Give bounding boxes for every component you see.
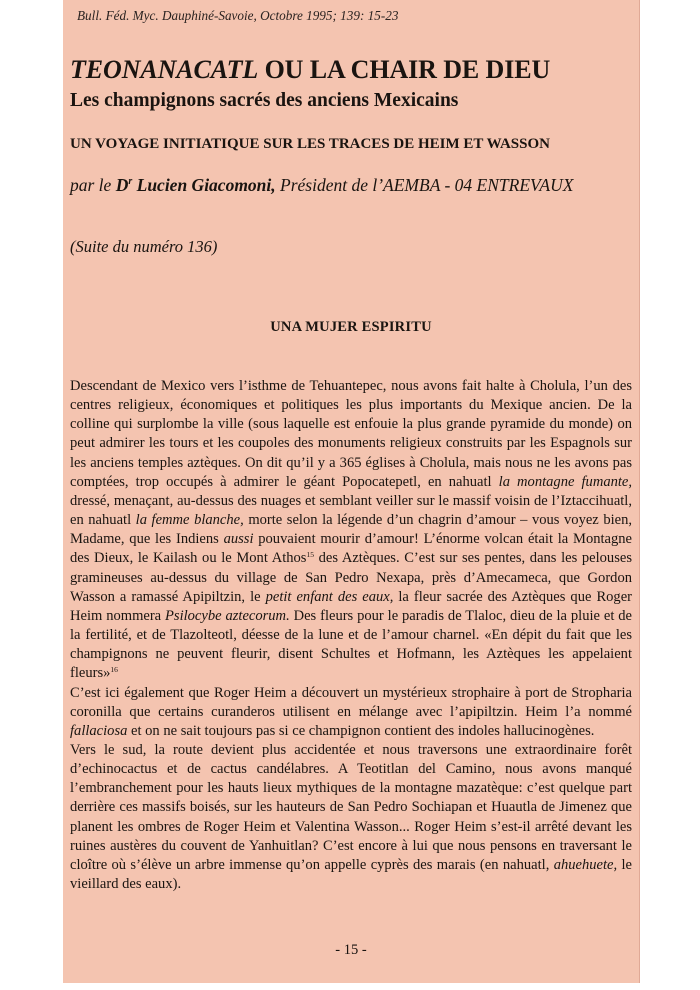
italic-run: Psilocybe aztecorum. [165, 607, 290, 624]
text-run: morte selon la légende d’un chagrin d’amour – vous voyez bien, Madame, que les Indiens [70, 512, 633, 548]
paragraph-2 [70, 684, 632, 741]
byline-prefix: par le [70, 175, 112, 195]
text-run: Des fleurs pour le paradis de Tlaloc, dieu de la pluie et de la fertilité, et de Tlazolteotl, déesse de la lune et de l’amour charnel. «En dépit du fait que les champignons ne peuvent fleurir, disent Schultes et Hofmann, les Aztèques les appelaient fleurs» [70, 607, 632, 682]
page-sheet [63, 0, 639, 983]
journal-citation: Bull. Féd. Myc. Dauphiné-Savoie, Octobre 1995; 139: 15-23 [77, 8, 399, 23]
text-run: Descendant de Mexico vers l’isthme de Tehuantepec, nous avons fait halte à Cholula, l’un des centres religieux, économiques et politiques les plus importants du Mexique ancien. De la colline qui surplombe la ville (sous laquelle est enfouie la plus grande pyramide du monde) on peut admirer les tours et les coupoles des monuments religieux construits par les Espagnols sur les anciens temples aztèques. On dit qu’il y a 365 églises à Cholula, mais nous ne les avons pas comptées, trop occupés à admirer le géant Popocatepetl, en nahuatl [70, 378, 632, 490]
text-run: Vers le sud, la route devient plus accidentée et nous traversons une extraordinaire forêt d’echinocactus et de cactus candélabres. A Teotitlan del Camino, nous avons manqué l’embranchement pour les hauts lieux mythiques de la montagne mazatèque: c’est quelque part derrière ces massifs boisés, sur les hauteurs de San Pedro Sochiapan et Huautla de Jimenez que planent les ombres de Roger Heim et Valentina Wasson... Roger Heim s’est-il arrêté devant les ruines austères du couvent de Yanhuitlan? C’est encore à lui que nous pensons en traversant le cloître où s’élève un arbre immense qu’on appelle cyprès des marais (en nahuatl, [70, 741, 632, 873]
text-run: et on ne sait toujours pas si ce champignon contient des indoles hallucinogènes. [127, 722, 595, 739]
article-body [70, 377, 632, 894]
author-title-sup: r [128, 176, 133, 188]
author-role: Président de l’AEMBA - 04 ENTREVAUX [280, 175, 574, 195]
continuation-note: (Suite du numéro 136) [70, 237, 218, 256]
italic-run: ahuehuete, [553, 856, 618, 873]
author-name [116, 175, 276, 195]
footnote-ref-15[interactable]: 15 [306, 550, 314, 560]
footnote-ref-16[interactable]: 16 [110, 665, 118, 675]
author-fullname: Lucien Giacomoni, [136, 175, 276, 195]
title-italic-word: TEONANACATL [70, 55, 259, 84]
paragraph-3 [70, 741, 632, 894]
italic-run: la montagne fumante, [498, 473, 633, 490]
text-run: dressé, menaçant, au-dessus des nuages et semblant veiller sur le massif voisin de l’Iztaccihuatl, en nahuatl [70, 492, 632, 529]
title-rest: OU LA CHAIR DE DIEU [264, 55, 551, 84]
text-run: des Aztèques. C’est sur ses pentes, dans les pelouses gramineuses au-dessus du village de San Pedro Nexapa, près d’Amecameca, que Gordon Wasson a ramassé Apipiltzin, le [70, 550, 632, 605]
italic-run: fallaciosa [70, 722, 128, 739]
italic-run: la femme blanche, [135, 512, 244, 529]
page-number: - 15 - [335, 942, 367, 958]
italic-run: petit enfant des eaux, [265, 588, 394, 605]
text-run: la fleur sacrée des Aztèques que Roger Heim nommera [70, 588, 632, 624]
article-title [70, 55, 550, 85]
article-kicker: UN VOYAGE INITIATIQUE SUR LES TRACES DE HEIM ET WASSON [70, 136, 550, 152]
article-subtitle: Les champignons sacrés des anciens Mexicains [70, 90, 459, 111]
text-run: C’est ici également que Roger Heim a découvert un mystérieux strophaire à port de Stropharia coronilla que certains curanderos utilisent en mélange avec l’apipiltzin. Heim l’a nommé [70, 684, 632, 720]
italic-run: aussi [223, 531, 254, 548]
text-run: pouvaient mourir d’amour! L’énorme volcan était la Montagne des Dieux, le Kailash ou le Mont Athos [70, 531, 632, 567]
paragraph-1 [70, 377, 632, 684]
section-heading: UNA MUJER ESPIRITU [270, 319, 432, 335]
author-byline [70, 175, 573, 196]
text-run: le vieillard des eaux). [70, 856, 632, 893]
author-title-abbr: D [115, 175, 129, 195]
